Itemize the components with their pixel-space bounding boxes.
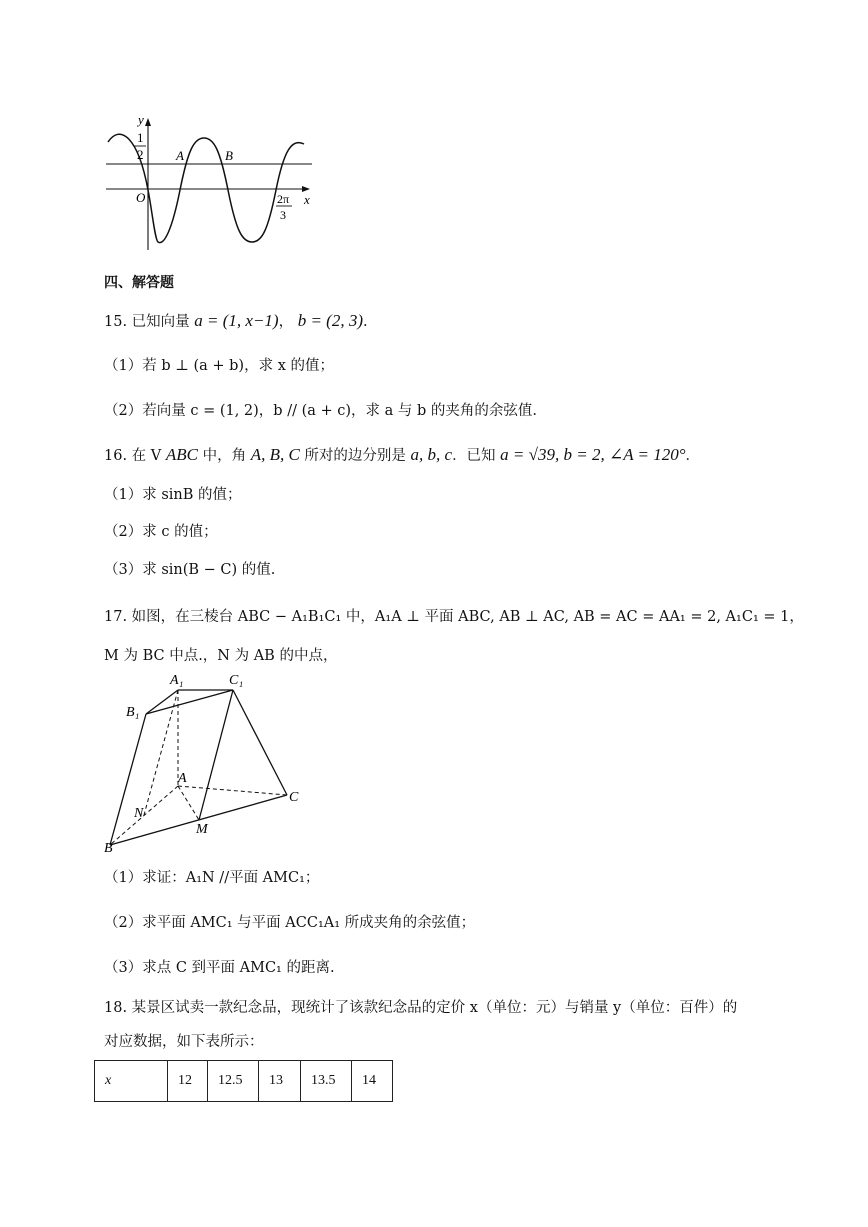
frustum-figure (100, 668, 330, 858)
table-cell: 12 (168, 1061, 208, 1102)
table-row (95, 1061, 393, 1102)
q15-stem-prefix: 15. 已知向量 (104, 314, 190, 330)
q18-line-2: 对应数据，如下表所示： (104, 1034, 264, 1050)
q15-comma: ， (278, 314, 294, 330)
label-a1: A₁ (170, 673, 184, 688)
q17-part-2: （2）求平面 AMC₁ 与平面 ACC₁A₁ 所成夹角的余弦值； (104, 915, 476, 931)
q16-stem-a: 16. 在 V (104, 448, 166, 464)
q16-triangle: ABC (165, 445, 198, 464)
label-b1: B₁ (126, 705, 140, 720)
q16-part-3: （3）求 sin(B − C) 的值. (104, 562, 276, 578)
table-cell: 14 (352, 1061, 393, 1102)
table-cell: 13.5 (301, 1061, 352, 1102)
q16-stem (104, 445, 700, 466)
tick-denominator: 3 (280, 208, 286, 222)
sine-graph (100, 110, 320, 260)
q16-stem-g: ．已知 (452, 448, 501, 464)
tick-numerator: 2π (277, 192, 290, 206)
label-a: A (178, 771, 187, 786)
q17-line-2: M 为 BC 中点.，N 为 AB 的中点， (104, 648, 338, 664)
origin-label: O (136, 190, 146, 205)
label-n: N (134, 806, 144, 821)
y-axis-label: y (138, 112, 144, 127)
table-cell: 12.5 (208, 1061, 259, 1102)
q16-stem-i: ． (685, 448, 701, 464)
q15-vector-b: b = (2, 3) (297, 311, 363, 330)
half-numerator: 1 (137, 130, 144, 145)
q15-part-2: （2）若向量 c = (1, 2)，b // (a + c)，求 a 与 b 的夹角的余弦值. (104, 403, 537, 419)
q16-stem-c: 中，角 (197, 448, 251, 464)
q16-angles: A, B, C (250, 445, 300, 464)
q15-vector-a: a = (1, x−1) (194, 311, 279, 330)
label-b: B (104, 841, 113, 856)
table-cell: 13 (259, 1061, 301, 1102)
label-c: C (289, 790, 299, 805)
price-table (94, 1060, 393, 1102)
half-denominator: 2 (137, 147, 144, 162)
label-m: M (196, 822, 208, 837)
point-b-label: B (225, 148, 233, 163)
q15-stem (104, 311, 368, 332)
label-c1: C₁ (229, 673, 244, 688)
q16-stem-e: 所对的边分别是 (299, 448, 411, 464)
q15-end: . (363, 314, 368, 330)
q16-sides: a, b, c (410, 445, 453, 464)
q17-part-3: （3）求点 C 到平面 AMC₁ 的距离. (104, 960, 335, 976)
q16-given: a = √39, b = 2, ∠A = 120° (500, 445, 686, 464)
q18-line-1: 18. 某景区试卖一款纪念品，现统计了该款纪念品的定价 x（单位：元）与销量 y（单位：百件）的 (104, 1000, 738, 1016)
point-a-label: A (176, 148, 184, 163)
table-row-label: x (95, 1061, 168, 1102)
q16-part-1: （1）求 sinB 的值； (104, 487, 242, 503)
q17-line-1: 17. 如图，在三棱台 ABC − A₁B₁C₁ 中，A₁A ⊥ 平面 ABC, AB ⊥ AC, AB = AC = AA₁ = 2, A₁C₁ = 1， (104, 609, 804, 625)
q17-part-1: （1）求证：A₁N //平面 AMC₁； (104, 870, 320, 886)
q15-part-1: （1）若 b ⊥ (a + b)，求 x 的值； (104, 358, 334, 374)
q16-part-2: （2）求 c 的值； (104, 524, 218, 540)
x-axis-label: x (304, 192, 310, 207)
section-heading: 四、解答题 (104, 275, 174, 291)
